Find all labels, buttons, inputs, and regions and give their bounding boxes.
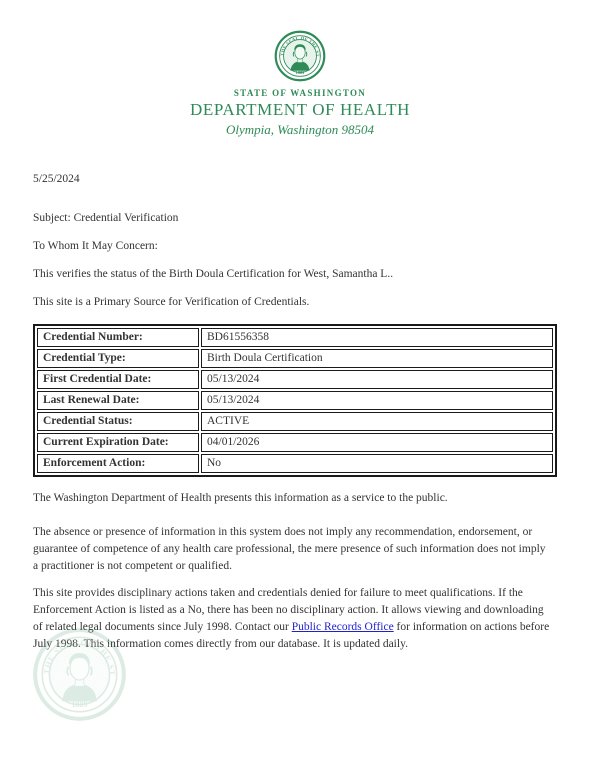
state-of-washington-label: STATE OF WASHINGTON: [233, 88, 367, 98]
row-value: ACTIVE: [201, 412, 553, 431]
department-of-health-title: DEPARTMENT OF HEALTH: [189, 100, 411, 119]
row-value: No: [201, 454, 553, 473]
disciplinary-info-paragraph: [33, 585, 556, 653]
table-row: [37, 391, 553, 410]
letter-date: 5/25/2024: [33, 173, 80, 185]
row-value: 05/13/2024: [201, 370, 553, 389]
table-row: [37, 370, 553, 389]
row-value: 04/01/2026: [201, 433, 553, 452]
row-value: BD61556358: [201, 328, 553, 347]
table-row: [37, 454, 553, 473]
table-row: [37, 412, 553, 431]
row-label: Credential Type:: [37, 349, 199, 368]
table-row: [37, 328, 553, 347]
row-value: 05/13/2024: [201, 391, 553, 410]
letterhead: [0, 0, 600, 138]
primary-source-statement: This site is a Primary Source for Verification of Credentials.: [33, 296, 310, 308]
washington-state-seal-icon: [0, 30, 600, 82]
letter-body: [33, 171, 560, 653]
public-records-office-link[interactable]: Public Records Office: [291, 621, 394, 633]
subject-line: Subject: Credential Verification: [33, 212, 179, 224]
row-label: Current Expiration Date:: [37, 433, 199, 452]
disclaimer-paragraph: The absence or presence of information in this system does not imply any recommendation, endorsement, or guarantee of competence of any health care professional, the mere presence of such information does not imply a practitioner is not competent or qualified.: [33, 526, 546, 572]
table-row: [37, 349, 553, 368]
table-row: [37, 433, 553, 452]
disciplinary-text-pre: This site provides disciplinary actions taken and credentials denied for failure to meet qualifications. If the Enforcement Action is listed as a No, there has been no disciplinary action. It allows viewing and downloading of related legal documents since July 1998. Contact our: [33, 587, 544, 633]
row-label: First Credential Date:: [37, 370, 199, 389]
verification-statement: This verifies the status of the Birth Doula Certification for West, Samantha L..: [33, 268, 394, 280]
row-label: Credential Status:: [37, 412, 199, 431]
disciplinary-text-post: for information on actions before July 1998. This information comes directly from our database. It is updated daily.: [33, 621, 550, 650]
row-value: Birth Doula Certification: [201, 349, 553, 368]
row-label: Enforcement Action:: [37, 454, 199, 473]
salutation: To Whom It May Concern:: [33, 240, 158, 252]
row-label: Last Renewal Date:: [37, 391, 199, 410]
agency-address: Olympia, Washington 98504: [226, 122, 374, 137]
credential-table: [33, 324, 557, 477]
public-service-note: The Washington Department of Health presents this information as a service to the public.: [33, 492, 448, 504]
row-label: Credential Number:: [37, 328, 199, 347]
